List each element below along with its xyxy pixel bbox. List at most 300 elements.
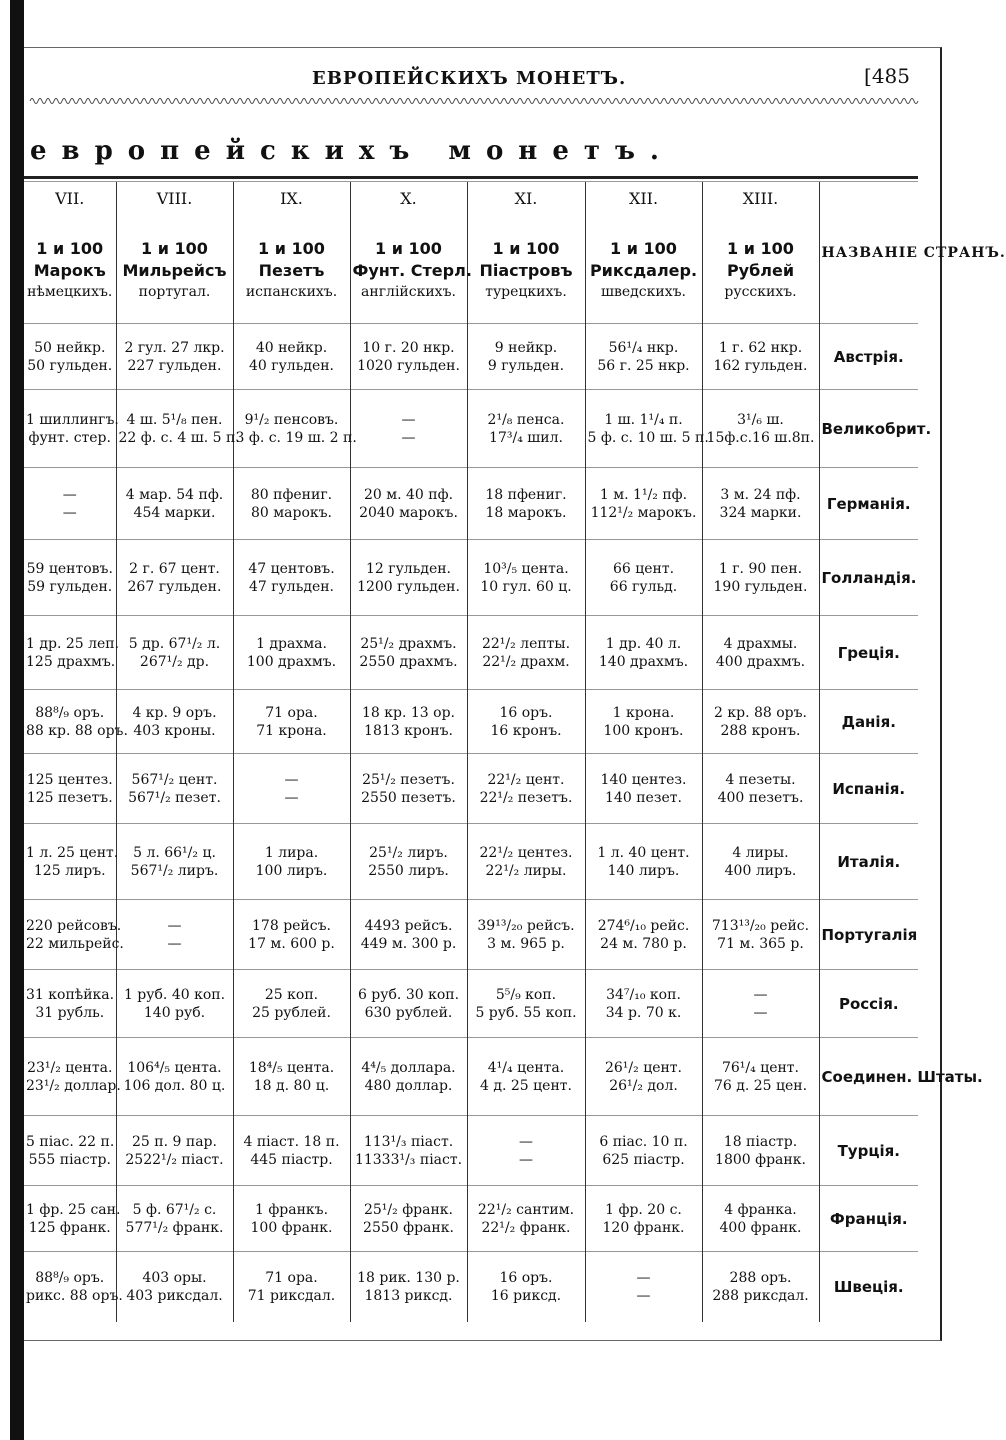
rate-unit-value: 22¹/₂ лепты. xyxy=(481,635,571,652)
rate-cell xyxy=(24,1116,116,1186)
rate-cell xyxy=(116,1038,233,1116)
rate-cell xyxy=(116,324,233,390)
rate-unit-value: 18⁴/₅ цента. xyxy=(248,1059,335,1076)
rate-cell xyxy=(24,1252,123,1322)
column-unit-origin: нѣмецкихъ. xyxy=(27,284,113,300)
rate-hundred-value: 125 лиръ. xyxy=(33,862,106,879)
rate-unit-value: 274⁶/₁₀ рейс. xyxy=(597,917,690,934)
rate-hundred-value: 15ф.с.16 ш.8п. xyxy=(706,429,815,446)
rate-hundred-value: 120 франк. xyxy=(602,1219,685,1236)
rate-unit-value: 1 шиллингъ. xyxy=(26,411,119,428)
rate-unit-value: 1 др. 40 л. xyxy=(605,635,682,652)
rate-unit-value: 220 рейсовъ. xyxy=(26,917,122,934)
column-unit-name: Рублей xyxy=(726,261,795,280)
rate-cell xyxy=(350,1252,467,1322)
table-row xyxy=(24,970,918,1038)
rate-hundred-value: 267¹/₂ др. xyxy=(139,653,210,670)
table-row xyxy=(24,1252,918,1322)
rate-hundred-value: 140 драхмъ. xyxy=(598,653,689,670)
rate-cell xyxy=(585,900,702,970)
country-name: Швеція. xyxy=(819,1252,918,1322)
rate-cell xyxy=(467,754,585,824)
rate-unit-value: 1 фр. 20 с. xyxy=(605,1201,682,1218)
rate-hundred-value: 403 кроны. xyxy=(133,722,216,739)
rate-unit-value: 3 м. 24 пф. xyxy=(720,486,801,503)
rate-hundred-value: 625 піастр. xyxy=(602,1151,685,1168)
rate-hundred-value: — xyxy=(519,1151,533,1168)
rate-hundred-value: 449 м. 300 р. xyxy=(360,935,457,952)
rate-cell xyxy=(233,324,350,390)
rate-unit-value: 5 др. 67¹/₂ л. xyxy=(128,635,221,652)
column-header xyxy=(24,182,116,324)
rate-hundred-value: 17³/₄ шил. xyxy=(489,429,563,446)
rate-hundred-value: 18 марокъ. xyxy=(485,504,567,521)
rate-unit-value: 1 м. 1¹/₂ пф. xyxy=(599,486,688,503)
rate-cell xyxy=(24,1038,121,1116)
rate-hundred-value: 22 мильрейс. xyxy=(26,935,124,952)
rate-cell xyxy=(116,468,233,540)
rate-unit-value: 567¹/₂ цент. xyxy=(131,771,218,788)
rate-hundred-value: 454 марки. xyxy=(133,504,216,521)
rate-cell xyxy=(116,970,233,1038)
column-header xyxy=(702,182,819,324)
country-name: Данія. xyxy=(819,690,918,754)
rate-hundred-value: 9 гульден. xyxy=(487,357,565,374)
rate-hundred-value: 190 гульден. xyxy=(713,578,808,595)
rate-hundred-value: — xyxy=(753,1004,768,1021)
rate-hundred-value: 22¹/₂ пезетъ. xyxy=(479,789,573,806)
column-unit-amount: 1 и 100 xyxy=(141,239,208,258)
rate-unit-value: 18 піастр. xyxy=(723,1133,798,1150)
rate-hundred-value: 630 рублей. xyxy=(364,1004,453,1021)
rate-hundred-value: 1800 франк. xyxy=(715,1151,806,1168)
rate-unit-value: 1 руб. 40 коп. xyxy=(123,986,226,1003)
rate-hundred-value: 23¹/₂ доллар. xyxy=(26,1077,121,1094)
column-number: XI. xyxy=(514,189,538,208)
table-title: европейскихъ монетъ. xyxy=(30,136,674,166)
table-row xyxy=(24,754,918,824)
rate-hundred-value: 480 доллар. xyxy=(364,1077,453,1094)
country-column-header: НАЗВАНІЕ СТРАНЪ. xyxy=(819,182,918,324)
rate-hundred-value: 3 м. 965 р. xyxy=(487,935,565,952)
rate-unit-value: 1 лира. xyxy=(264,844,319,861)
country-name: Португалія xyxy=(819,900,918,970)
rate-cell xyxy=(585,690,702,754)
rate-hundred-value: 4 д. 25 цент. xyxy=(480,1077,572,1094)
rate-cell xyxy=(350,754,467,824)
rate-cell xyxy=(585,824,702,900)
rate-unit-value: 25¹/₂ драхмъ. xyxy=(360,635,457,652)
rate-unit-value: 1 др. 25 леп. xyxy=(26,635,120,652)
rate-unit-value: 22¹/₂ центез. xyxy=(479,844,573,861)
rate-unit-value: 1 г. 62 нкр. xyxy=(718,339,803,356)
column-number: X. xyxy=(400,189,417,208)
running-title: ЕВРОПЕЙСКИХЪ МОНЕТЪ. xyxy=(312,68,627,89)
rate-hundred-value: 24 м. 780 р. xyxy=(600,935,687,952)
table-row xyxy=(24,824,918,900)
rate-unit-value: 71 ора. xyxy=(265,1269,318,1286)
rate-cell xyxy=(24,540,116,616)
rate-unit-value: — xyxy=(636,1269,651,1286)
column-unit-origin: шведскихъ. xyxy=(601,284,686,300)
coin-table xyxy=(24,181,1006,1322)
rate-hundred-value: 34 р. 70 к. xyxy=(605,1004,682,1021)
rate-unit-value: 113¹/₃ піаст. xyxy=(363,1133,454,1150)
rate-cell xyxy=(702,900,819,970)
rate-hundred-value: 56 г. 25 нкр. xyxy=(597,357,690,374)
rate-cell xyxy=(116,1252,233,1322)
rate-unit-value: 2 г. 67 цент. xyxy=(129,560,220,577)
rate-unit-value: 71 ора. xyxy=(265,704,318,721)
rate-unit-value: 18 пфениг. xyxy=(485,486,567,503)
rate-hundred-value: 100 драхмъ. xyxy=(246,653,337,670)
country-name: Италія. xyxy=(819,824,918,900)
rate-unit-value: 6 піас. 10 п. xyxy=(599,1133,688,1150)
rate-hundred-value: 22¹/₂ драхм. xyxy=(482,653,570,670)
rate-unit-value: 56¹/₄ нкр. xyxy=(608,339,679,356)
table-row xyxy=(24,468,918,540)
rate-unit-value: 4 драхмы. xyxy=(723,635,798,652)
rate-cell xyxy=(585,1186,702,1252)
column-unit-name: Мильрейсъ xyxy=(122,261,227,280)
rate-unit-value: 34⁷/₁₀ коп. xyxy=(606,986,681,1003)
rate-hundred-value: 26¹/₂ дол. xyxy=(609,1077,678,1094)
column-header xyxy=(585,182,702,324)
rate-hundred-value: 16 кронъ. xyxy=(490,722,562,739)
rate-cell xyxy=(585,616,702,690)
country-name: Австрія. xyxy=(819,324,918,390)
rate-cell xyxy=(702,324,819,390)
rate-hundred-value: 403 риксдал. xyxy=(126,1287,223,1304)
title-rule xyxy=(24,176,918,179)
rate-cell xyxy=(702,390,819,468)
rate-hundred-value: 106 дол. 80 ц. xyxy=(123,1077,226,1094)
rate-unit-value: 4¹/₄ цента. xyxy=(487,1059,565,1076)
rate-unit-value: 88⁸/₉ оръ. xyxy=(35,704,105,721)
page-margin xyxy=(0,0,4,1440)
rate-cell xyxy=(585,540,702,616)
rate-hundred-value: 10 гул. 60 ц. xyxy=(480,578,572,595)
rate-unit-value: 10³/₅ цента. xyxy=(483,560,569,577)
country-name: Соединен. Штаты. xyxy=(819,1038,918,1116)
rate-cell xyxy=(350,324,467,390)
rate-cell xyxy=(233,754,350,824)
rate-unit-value: 76¹/₄ цент. xyxy=(721,1059,800,1076)
rate-unit-value: 140 центез. xyxy=(600,771,687,788)
table-row xyxy=(24,1038,918,1116)
rate-cell xyxy=(350,390,467,468)
rate-cell xyxy=(24,616,120,690)
country-name: Франція. xyxy=(819,1186,918,1252)
rate-cell xyxy=(350,970,467,1038)
rate-cell xyxy=(702,754,819,824)
rate-hundred-value: 227 гульден. xyxy=(127,357,222,374)
rate-unit-value: 31 копѣйка. xyxy=(26,986,115,1003)
rate-hundred-value: 555 піастр. xyxy=(28,1151,111,1168)
rate-hundred-value: 31 рубль. xyxy=(35,1004,105,1021)
rate-cell xyxy=(585,1252,702,1322)
rate-unit-value: 16 оръ. xyxy=(499,1269,553,1286)
rate-unit-value: 2 гул. 27 лкр. xyxy=(124,339,225,356)
rate-cell xyxy=(24,900,124,970)
column-header xyxy=(467,182,585,324)
rate-hundred-value: 162 гульден. xyxy=(713,357,808,374)
rate-cell xyxy=(24,824,119,900)
column-unit-amount: 1 и 100 xyxy=(258,239,325,258)
rate-unit-value: — xyxy=(519,1133,533,1150)
column-unit-amount: 1 и 100 xyxy=(375,239,442,258)
rate-cell xyxy=(116,540,233,616)
rate-hundred-value: 88 кр. 88 оръ. xyxy=(26,722,128,739)
header-row xyxy=(24,182,918,324)
rate-hundred-value: 125 пезетъ. xyxy=(26,789,113,806)
rate-hundred-value: 71 м. 365 р. xyxy=(717,935,804,952)
rate-hundred-value: 59 гульден. xyxy=(27,578,113,595)
rate-hundred-value: 112¹/₂ марокъ. xyxy=(590,504,697,521)
page-binding-edge xyxy=(10,0,24,1440)
rate-cell xyxy=(116,616,233,690)
rate-cell xyxy=(24,970,116,1038)
column-number: XIII. xyxy=(742,189,779,208)
rate-cell xyxy=(585,468,702,540)
rate-cell xyxy=(116,390,240,468)
rate-unit-value: 16 оръ. xyxy=(499,704,553,721)
rate-hundred-value: 25 рублей. xyxy=(252,1004,331,1021)
rate-hundred-value: 17 м. 600 р. xyxy=(248,935,335,952)
rate-unit-value: 10 г. 20 нкр. xyxy=(362,339,455,356)
rate-cell xyxy=(585,1116,702,1186)
country-name: Испанія. xyxy=(819,754,918,824)
rate-hundred-value: — xyxy=(284,789,299,806)
rate-unit-value: 4493 рейсъ. xyxy=(364,917,453,934)
rate-unit-value: 4 лиры. xyxy=(732,844,789,861)
rate-hundred-value: 100 кронъ. xyxy=(603,722,684,739)
rate-cell xyxy=(350,540,467,616)
rate-cell xyxy=(350,690,467,754)
rate-unit-value: 5 л. 66¹/₂ ц. xyxy=(133,844,216,861)
rate-hundred-value: 5 ф. с. 10 ш. 5 п. xyxy=(587,429,709,446)
rate-cell xyxy=(116,1186,233,1252)
country-name: Голландія. xyxy=(819,540,918,616)
rate-hundred-value: 5 руб. 55 коп. xyxy=(475,1004,577,1021)
rate-unit-value: 1 фр. 25 сан. xyxy=(26,1201,121,1218)
rate-hundred-value: фунт. стер. xyxy=(28,429,111,446)
rate-cell xyxy=(350,616,467,690)
rate-hundred-value: — xyxy=(401,429,416,446)
rate-unit-value: 125 центез. xyxy=(26,771,113,788)
rate-hundred-value: 324 марки. xyxy=(719,504,802,521)
rate-hundred-value: 400 пезетъ. xyxy=(717,789,804,806)
rate-cell xyxy=(350,900,467,970)
rate-hundred-value: 2522¹/₂ піаст. xyxy=(125,1151,224,1168)
wavy-rule xyxy=(30,96,914,106)
country-name: Греція. xyxy=(819,616,918,690)
rate-unit-value: 1 крона. xyxy=(612,704,675,721)
country-name: Турція. xyxy=(819,1116,918,1186)
rate-hundred-value: 16 риксд. xyxy=(490,1287,562,1304)
rate-unit-value: 9 нейкр. xyxy=(494,339,558,356)
table-row xyxy=(24,616,918,690)
rate-unit-value: 25 п. 9 пар. xyxy=(132,1133,217,1150)
rate-unit-value: 22¹/₂ цент. xyxy=(487,771,565,788)
rate-hundred-value: 567¹/₂ пезет. xyxy=(128,789,221,806)
rate-hundred-value: 1813 риксд. xyxy=(364,1287,453,1304)
table-row xyxy=(24,540,918,616)
rate-unit-value: 18 кр. 13 ор. xyxy=(362,704,455,721)
rate-hundred-value: 400 лиръ. xyxy=(724,862,797,879)
rate-unit-value: 4 кр. 9 оръ. xyxy=(132,704,217,721)
rate-cell xyxy=(467,824,585,900)
rate-cell xyxy=(585,754,702,824)
rate-cell xyxy=(233,824,350,900)
rate-unit-value: 1 л. 40 цент. xyxy=(597,844,690,861)
rate-cell xyxy=(24,390,119,468)
table-row xyxy=(24,1186,918,1252)
rate-cell xyxy=(233,1116,350,1186)
rate-unit-value: 4 пезеты. xyxy=(725,771,796,788)
rate-hundred-value: 140 руб. xyxy=(143,1004,206,1021)
rate-unit-value: 59 центовъ. xyxy=(26,560,113,577)
column-unit-name: Марокъ xyxy=(33,261,106,280)
table-row xyxy=(24,390,918,468)
rate-hundred-value: 125 франк. xyxy=(28,1219,111,1236)
rate-hundred-value: 140 пезет. xyxy=(605,789,682,806)
rate-cell xyxy=(702,970,819,1038)
rate-unit-value: 403 оры. xyxy=(142,1269,207,1286)
column-unit-amount: 1 и 100 xyxy=(36,239,104,258)
rate-unit-value: 39¹³/₂₀ рейсъ. xyxy=(477,917,575,934)
rate-cell xyxy=(467,1252,585,1322)
rate-cell xyxy=(233,1252,350,1322)
rate-unit-value: 66 цент. xyxy=(612,560,675,577)
rate-hundred-value: 76 д. 25 цен. xyxy=(713,1077,808,1094)
rate-cell xyxy=(233,468,350,540)
rate-unit-value: 106⁴/₅ цента. xyxy=(127,1059,222,1076)
rate-cell xyxy=(585,1038,702,1116)
running-header xyxy=(30,62,910,96)
rate-hundred-value: 288 кронъ. xyxy=(720,722,801,739)
rate-unit-value: 1 л. 25 цент. xyxy=(26,844,119,861)
rate-cell xyxy=(702,1252,819,1322)
rate-unit-value: 25¹/₂ пезетъ. xyxy=(362,771,455,788)
table-row xyxy=(24,1116,918,1186)
rate-cell xyxy=(467,616,585,690)
rate-unit-value: 6 руб. 30 коп. xyxy=(357,986,460,1003)
rate-cell xyxy=(467,1116,585,1186)
rate-cell xyxy=(116,754,233,824)
rate-hundred-value: 66 гульд. xyxy=(609,578,678,595)
rate-cell xyxy=(702,540,819,616)
rate-hundred-value: рикс. 88 оръ. xyxy=(26,1287,123,1304)
rate-unit-value: 25 коп. xyxy=(264,986,319,1003)
country-name: Россія. xyxy=(819,970,918,1038)
rate-hundred-value: 2040 марокъ. xyxy=(359,504,458,521)
rate-hundred-value: 3 ф. с. 19 ш. 2 п. xyxy=(235,429,357,446)
rate-unit-value: — xyxy=(284,771,299,788)
rate-unit-value: 713¹³/₂₀ рейс. xyxy=(711,917,810,934)
rate-unit-value: 4 піаст. 18 п. xyxy=(243,1133,340,1150)
column-unit-origin: турецкихъ. xyxy=(485,284,567,300)
rate-hundred-value: — xyxy=(62,504,77,521)
rate-hundred-value: 1200 гульден. xyxy=(357,578,460,595)
rate-unit-value: 5 піас. 22 п. xyxy=(26,1133,115,1150)
rate-hundred-value: — xyxy=(636,1287,651,1304)
rate-unit-value: 178 рейсъ. xyxy=(252,917,331,934)
rate-hundred-value: 100 франк. xyxy=(250,1219,333,1236)
rate-unit-value: 4 франка. xyxy=(724,1201,797,1218)
column-header xyxy=(116,182,233,324)
rate-unit-value: 25¹/₂ франк. xyxy=(363,1201,453,1218)
rate-cell xyxy=(702,468,819,540)
rate-unit-value: 9¹/₂ пенсовъ. xyxy=(244,411,339,428)
rate-cell xyxy=(24,1186,121,1252)
rate-unit-value: 47 центовъ. xyxy=(248,560,335,577)
rate-hundred-value: 288 риксдал. xyxy=(712,1287,809,1304)
column-header xyxy=(350,182,472,324)
rate-cell xyxy=(702,690,819,754)
rate-cell xyxy=(467,390,585,468)
rate-unit-value: 1 ш. 1¹/₄ п. xyxy=(604,411,683,428)
rate-cell xyxy=(233,540,350,616)
column-unit-amount: 1 и 100 xyxy=(727,239,794,258)
rate-cell xyxy=(467,468,585,540)
rate-hundred-value: 71 крона. xyxy=(256,722,327,739)
rate-unit-value: 18 рик. 130 р. xyxy=(357,1269,460,1286)
rate-unit-value: — xyxy=(167,917,182,934)
country-name: Германія. xyxy=(819,468,918,540)
rate-unit-value: 5 ф. 67¹/₂ с. xyxy=(132,1201,217,1218)
column-header xyxy=(233,182,350,324)
rate-unit-value: 1 драхма. xyxy=(256,635,327,652)
rate-unit-value: 88⁸/₉ оръ. xyxy=(35,1269,105,1286)
rate-unit-value: 20 м. 40 пф. xyxy=(363,486,454,503)
column-unit-amount: 1 и 100 xyxy=(492,239,560,258)
column-number: IX. xyxy=(280,189,303,208)
rate-hundred-value: 71 риксдал. xyxy=(247,1287,336,1304)
rate-cell xyxy=(233,900,350,970)
rate-cell xyxy=(24,690,128,754)
rate-hundred-value: 400 драхмъ. xyxy=(715,653,806,670)
rate-hundred-value: 567¹/₂ лиръ. xyxy=(130,862,219,879)
rate-hundred-value: 1813 кронъ. xyxy=(364,722,453,739)
rate-hundred-value: 445 піастр. xyxy=(250,1151,333,1168)
rate-hundred-value: 22¹/₂ лиры. xyxy=(485,862,567,879)
rate-cell xyxy=(585,970,702,1038)
column-unit-amount: 1 и 100 xyxy=(610,239,677,258)
rate-unit-value: — xyxy=(62,486,77,503)
column-unit-origin: англійскихъ. xyxy=(361,284,456,300)
rate-cell xyxy=(467,690,585,754)
column-unit-origin: португал. xyxy=(138,284,211,300)
rate-cell xyxy=(467,324,585,390)
rate-hundred-value: 267 гульден. xyxy=(127,578,222,595)
rate-hundred-value: 18 д. 80 ц. xyxy=(253,1077,330,1094)
rate-hundred-value: 22¹/₂ франк. xyxy=(481,1219,571,1236)
rate-hundred-value: 11333¹/₃ піаст. xyxy=(354,1151,463,1168)
rate-cell xyxy=(116,824,233,900)
rate-hundred-value: 2550 франк. xyxy=(363,1219,454,1236)
rate-unit-value: — xyxy=(401,411,416,428)
rate-cell xyxy=(350,468,467,540)
column-number: VII. xyxy=(55,189,85,208)
rate-hundred-value: 1020 гульден. xyxy=(357,357,460,374)
rate-cell xyxy=(467,900,585,970)
rate-cell xyxy=(233,1038,350,1116)
table-row xyxy=(24,900,918,970)
rate-cell xyxy=(24,324,116,390)
rate-cell xyxy=(24,468,116,540)
rate-cell xyxy=(233,690,350,754)
